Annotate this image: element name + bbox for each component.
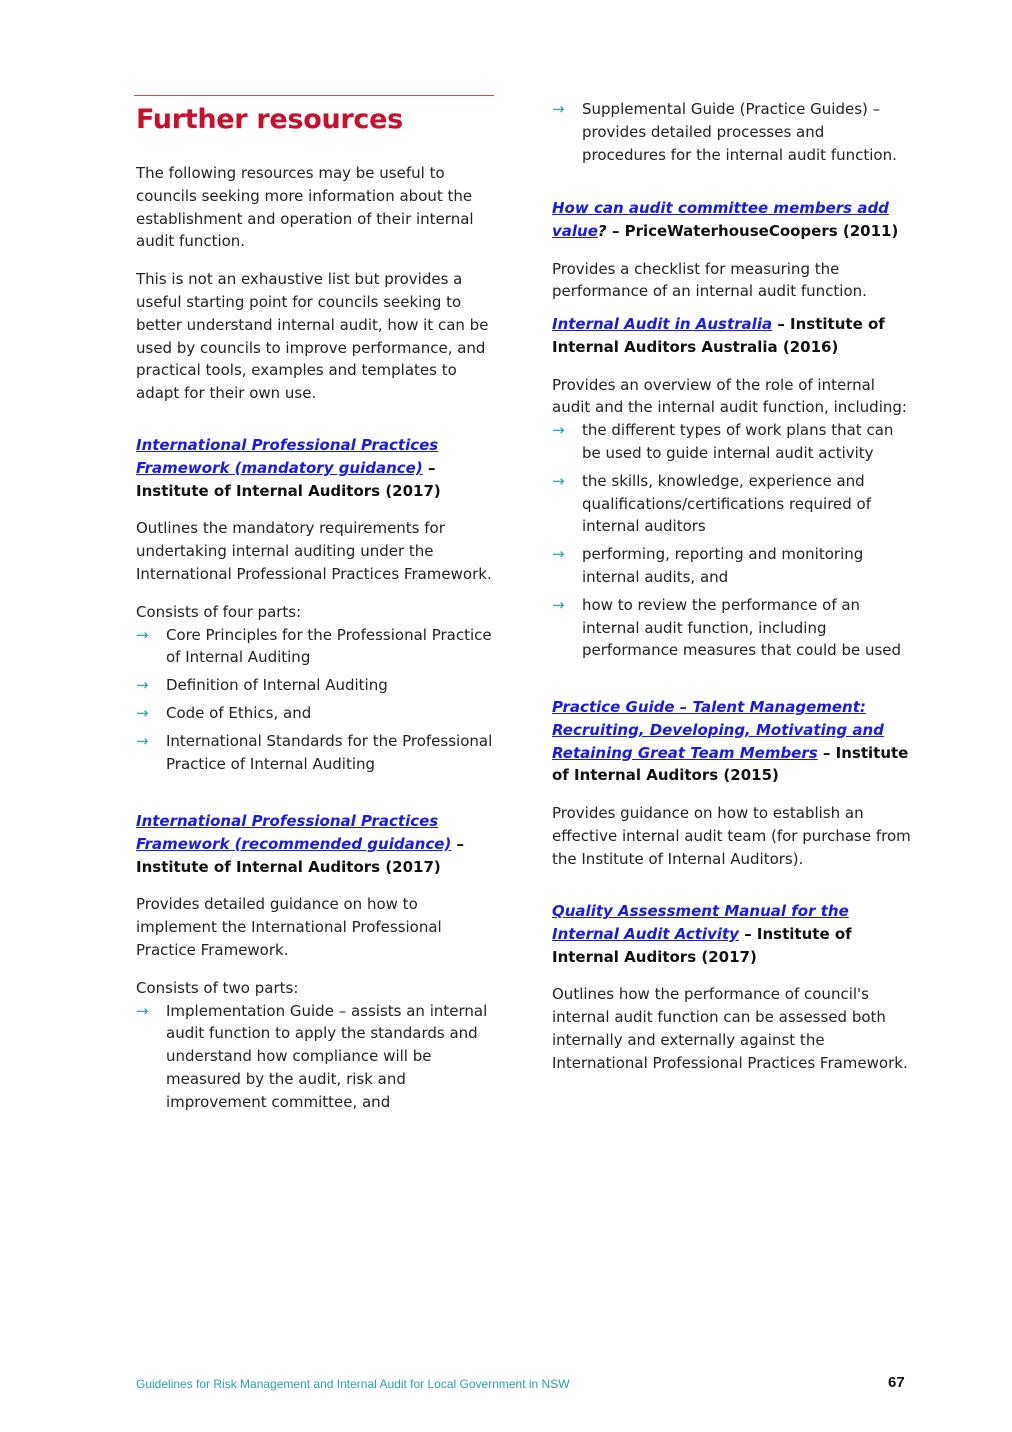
footer-document-title: Guidelines for Risk Management and Internal Audit for Local Government in NSW (136, 1377, 570, 1391)
resource-audit-committee (552, 197, 912, 303)
resource-description: Provides a checklist for measuring the performance of an internal audit function. (552, 259, 867, 301)
resource-ippf-mandatory (136, 434, 496, 780)
resource-title: How can audit committee members add value? – PriceWaterhouseCoopers (2011) (552, 199, 899, 240)
resource-description: Provides an overview of the role of internal audit and the internal audit function, including: (552, 375, 907, 417)
ippf-mandatory-link[interactable]: International Professional Practices Framework (mandatory guidance) (136, 436, 439, 477)
resource-description: Provides detailed guidance on how to implement the International Professional Practice Framework. (136, 895, 442, 959)
topics-list (552, 419, 912, 662)
resource-description: Outlines the mandatory requirements for undertaking internal auditing under the International Professional Practices Framework. (136, 519, 492, 583)
resource-org: Institute of Internal Auditors (2017) (552, 924, 852, 966)
continued-list (552, 98, 912, 171)
resource-org: PriceWaterhouseCoopers (2011) (624, 221, 899, 240)
resource-ippf-recommended (136, 810, 496, 1119)
resource-org: Institute of Internal Auditors (2017) (136, 481, 441, 500)
list-item: → the skills, knowledge, experience and qualifications/certifications required of internal auditors (552, 471, 872, 536)
resource-title (552, 313, 912, 359)
list-item: → Supplemental Guide (Practice Guides) – provides detailed processes and procedures for the internal audit function. (552, 100, 897, 164)
resource-title (552, 900, 912, 968)
arrow-icon: → (136, 625, 149, 644)
parts-list (136, 624, 496, 776)
page-title: Further resources (136, 104, 403, 135)
arrow-icon: → (552, 595, 565, 614)
title-dash: – (456, 834, 465, 853)
arrow-icon: → (552, 100, 565, 118)
arrow-icon: → (136, 703, 149, 722)
resource-quality-assessment (552, 900, 912, 1075)
intro-section (136, 162, 496, 405)
parts-list (552, 98, 912, 166)
page-number: 67 (888, 1374, 905, 1391)
talent-management-link[interactable]: Practice Guide – Talent Management: Recruiting, Developing, Motivating and Retaining Great Team Members (552, 698, 884, 762)
audit-committee-link[interactable]: How can audit committee members add value (552, 199, 889, 240)
resource-talent-management (552, 696, 912, 871)
heading-rule (134, 95, 494, 96)
title-dash: – (822, 743, 831, 762)
intro-paragraph: This is not an exhaustive list but provides a useful starting point for councils seeking to better understand internal audit, how it can be used by councils to improve performance, and practical tools, examples and templates to adapt for their own use. (136, 270, 489, 403)
resource-internal-audit-australia (552, 313, 912, 667)
parts-list (136, 1000, 496, 1114)
intro-paragraph: The following resources may be useful to councils seeking more information about the establishment and operation of their internal audit function. (136, 164, 474, 251)
title-dash: – (777, 315, 785, 333)
list-item: → the different types of work plans that can be used to guide internal audit activity (552, 421, 894, 462)
title-dash: – (611, 221, 620, 240)
list-item: → Definition of Internal Auditing (136, 674, 496, 697)
title-dash: – (427, 458, 436, 477)
list-item: → how to review the performance of an internal audit function, including performance measures that could be used (552, 595, 902, 660)
list-lead: Consists of four parts: (136, 602, 302, 621)
list-item: → Implementation Guide – assists an internal audit function to apply the standards and understand how compliance will be measured by the audit, risk and improvement committee, and (136, 1001, 488, 1111)
arrow-icon: → (136, 731, 149, 750)
quality-assessment-link[interactable]: Quality Assessment Manual for the Internal Audit Activity (552, 902, 849, 943)
list-item: → International Standards for the Professional Practice of Internal Auditing (136, 731, 493, 773)
title-dash: – (744, 924, 752, 943)
ippf-recommended-link[interactable]: International Professional Practices Framework (recommended guidance) (136, 812, 452, 853)
resource-description: Outlines how the performance of council's internal audit function can be assessed both internally and externally against the International Professional Practices Framework. (552, 985, 908, 1072)
resource-title (552, 696, 912, 787)
resource-org: Institute of Internal Auditors (2015) (552, 743, 909, 785)
list-item: → Code of Ethics, and (136, 702, 496, 725)
resource-title (136, 810, 496, 878)
internal-audit-australia-link[interactable]: Internal Audit in Australia (552, 315, 773, 333)
arrow-icon: → (136, 676, 149, 695)
arrow-icon: → (136, 1001, 149, 1020)
resource-org: Institute of Internal Auditors Australia (2016) (552, 315, 885, 356)
list-lead: Consists of two parts: (136, 978, 299, 997)
arrow-icon: → (552, 421, 565, 440)
resource-title (136, 434, 496, 502)
resource-description: Provides guidance on how to establish an effective internal audit team (for purchase from the Institute of Internal Auditors). (552, 804, 911, 868)
list-item: → performing, reporting and monitoring internal audits, and (552, 545, 864, 586)
arrow-icon: → (552, 545, 565, 564)
arrow-icon: → (552, 471, 565, 490)
list-item: → Core Principles for the Professional Practice of Internal Auditing (136, 625, 492, 667)
resource-org: Institute of Internal Auditors (2017) (136, 857, 441, 876)
